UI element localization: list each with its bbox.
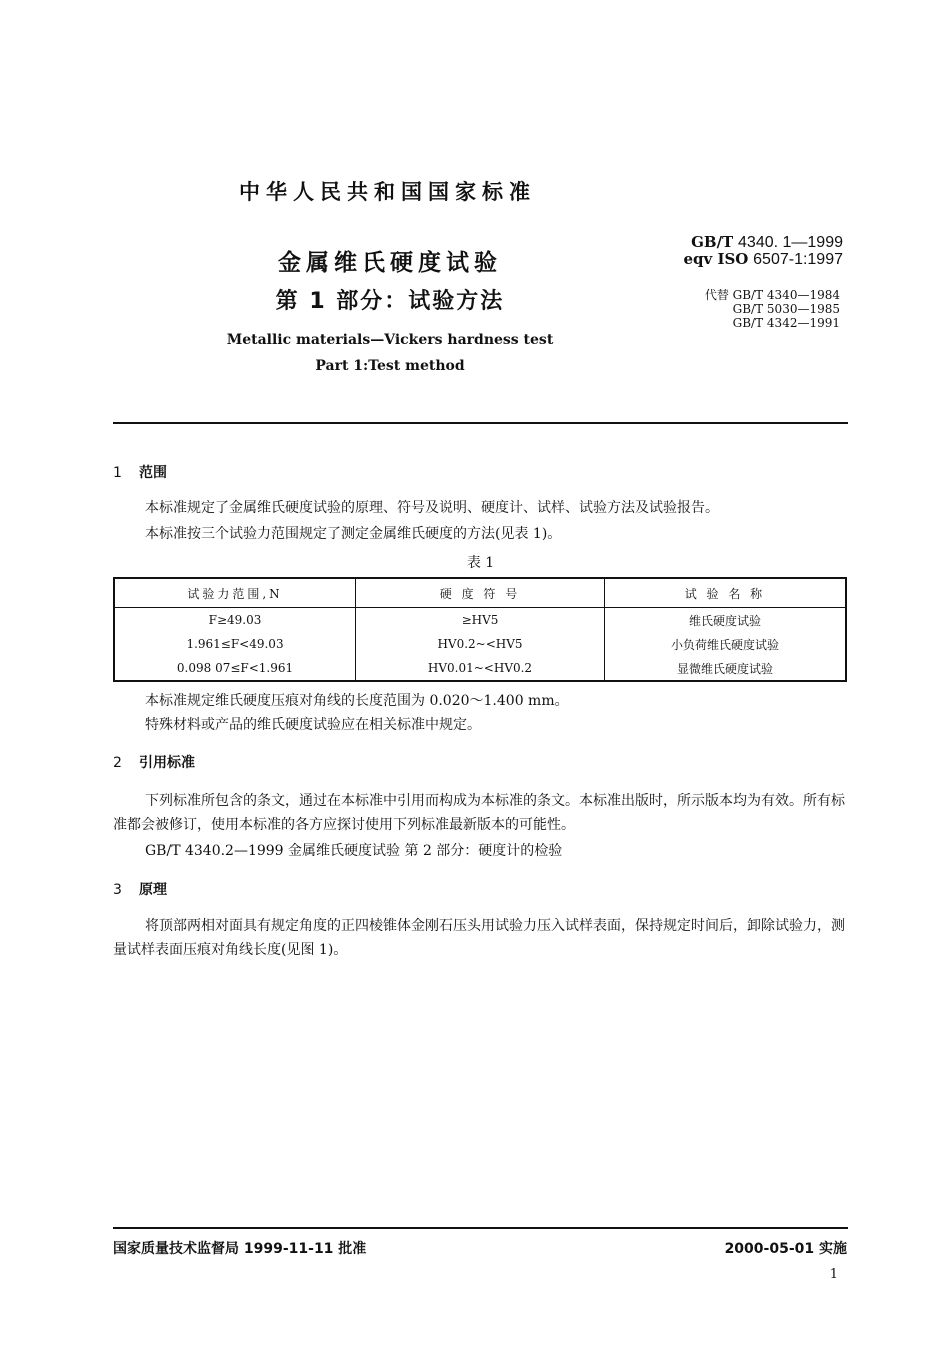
document-subtitle-en: Part 1:Test method — [315, 358, 465, 374]
footer-divider — [113, 1227, 848, 1229]
table-header-cell: 试 验 名 称 — [604, 578, 846, 608]
section-2-reference: GB/T 4340.2—1999 金属维氏硬度试验 第 2 部分：硬度计的检验 — [145, 843, 563, 859]
section-title: 原理 — [139, 882, 167, 898]
table-cell: F≥49.03 — [114, 608, 356, 633]
approval-line: 国家质量技术监督局 1999-11-11 批准 — [113, 1241, 367, 1257]
table-cell: 维氏硬度试验 — [604, 608, 846, 633]
document-title-en: Metallic materials—Vickers hardness test — [226, 332, 554, 348]
header-divider — [113, 422, 848, 424]
table-row — [114, 632, 846, 656]
table-cell: 1.961≤F<49.03 — [114, 632, 356, 656]
replaces-block — [630, 288, 840, 330]
section-number: 1 — [113, 465, 122, 481]
document-title-cn: 金属维氏硬度试验 — [278, 250, 502, 276]
table-cell: 小负荷维氏硬度试验 — [604, 632, 846, 656]
document-subtitle-cn: 第 1 部分：试验方法 — [275, 289, 505, 314]
table-caption: 表 1 — [466, 555, 495, 571]
replaces-line: GB/T 5030—1985 — [732, 302, 840, 316]
section-1-paragraph-2: 本标准按三个试验力范围规定了测定金属维氏硬度的方法(见表 1)。 — [145, 526, 562, 542]
table-row — [114, 608, 846, 633]
national-standard-heading: 中华人民共和国国家标准 — [239, 180, 536, 204]
replaces-line: 代替 GB/T 4340—1984 — [704, 288, 840, 302]
table-row — [114, 656, 846, 681]
section-1-paragraph-1: 本标准规定了金属维氏硬度试验的原理、符号及说明、硬度计、试样、试验方法及试验报告。 — [145, 500, 719, 516]
implementation-date: 2000-05-01 实施 — [724, 1241, 847, 1257]
table-cell: HV0.2~<HV5 — [356, 632, 605, 656]
table-header-cell: 试验力范围,N — [114, 578, 356, 608]
section-title: 范围 — [139, 465, 167, 481]
section-2-heading — [113, 752, 195, 772]
section-2-paragraph-1: 下列标准所包含的条文，通过在本标准中引用而构成为本标准的条文。本标准出版时，所示版本均为有效。所有标准都会被修订，使用本标准的各方应探讨使用下列标准最新版本的可能性。 — [113, 793, 845, 833]
section-1-paragraph-4: 特殊材料或产品的维氏硬度试验应在相关标准中规定。 — [145, 717, 481, 733]
section-3-heading — [113, 879, 167, 899]
section-number: 3 — [113, 882, 122, 898]
page-number: 1 — [829, 1267, 838, 1282]
equivalent-standard: 6507-1:1997 — [753, 251, 843, 268]
equivalent-prefix: eqv ISO — [683, 250, 749, 268]
table-cell: 0.098 07≤F<1.961 — [114, 656, 356, 681]
section-3-paragraph-1: 将顶部两相对面具有规定角度的正四棱锥体金刚石压头用试验力压入试样表面，保持规定时间后，卸除试验力，测量试样表面压痕对角线长度(见图 1)。 — [113, 918, 845, 958]
standard-number-prefix: GB/T — [691, 233, 734, 251]
section-1-paragraph-3: 本标准规定维氏硬度压痕对角线的长度范围为 0.020～1.400 mm。 — [145, 693, 569, 709]
section-title: 引用标准 — [139, 755, 195, 771]
table-cell: 显微维氏硬度试验 — [604, 656, 846, 681]
section-1-heading — [113, 462, 167, 482]
table-cell: ≥HV5 — [356, 608, 605, 633]
replaces-line: GB/T 4342—1991 — [732, 316, 840, 330]
standard-number: 4340. 1—1999 — [738, 234, 843, 251]
hardness-test-table — [113, 577, 847, 682]
table-header-cell: 硬 度 符 号 — [356, 578, 605, 608]
table-cell: HV0.01~<HV0.2 — [356, 656, 605, 681]
table-header-row — [114, 578, 846, 608]
section-number: 2 — [113, 755, 122, 771]
standard-number-block — [630, 234, 843, 268]
